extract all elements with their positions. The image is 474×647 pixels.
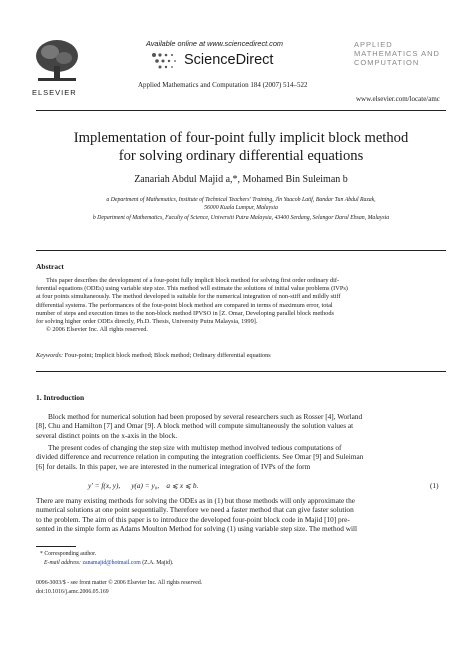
intro-line: to the problem. The aim of this paper is to introduce the developed four-point block code in Majid [10] pre-: [36, 514, 350, 524]
footnote-email: [44, 560, 173, 566]
equation-number: (1): [430, 481, 439, 490]
journal-logo-text: APPLIED MATHEMATICS AND COMPUTATION: [354, 40, 440, 67]
affiliation-a: [36, 196, 446, 212]
abstract-body: [36, 277, 446, 334]
article-title: [36, 129, 446, 165]
intro-line: sented in the simple form as Adams Moulton Method for solving (1) using variable step size. The method will: [36, 523, 358, 533]
sciencedirect-wordmark: ScienceDirect: [184, 52, 274, 68]
authors: Zanariah Abdul Majid a,*, Mohamed Bin Suleiman b: [134, 174, 348, 185]
keywords: [36, 352, 446, 360]
abstract-heading: Abstract: [36, 262, 64, 271]
footnote-rule: [36, 546, 76, 547]
section-heading: 1. Introduction: [36, 393, 85, 402]
journal-citation: Applied Mathematics and Computation 184 (2007) 514–522: [138, 81, 308, 89]
abstract-line: differential systems. The performances of the four-point block method are compared in terms of maximum error, total: [36, 301, 333, 309]
abstract-line: for solving higher order ODEs directly, Ph.D. Thesis, University Putra Malaysia, 1999].: [36, 318, 258, 326]
abstract-line: © 2006 Elsevier Inc. All rights reserved.: [46, 326, 149, 334]
email-link[interactable]: zanamajid@hotmail.com: [82, 560, 141, 566]
abstract-line: number of steps and execution times to the non-block method IPVSO in [Z. Omar, Developing parallel block methods: [36, 309, 334, 317]
affiliation-a-line1: a Department of Mathematics, Institute of Technical Teachers' Training, Jln Yaacob Latif, Bandar Tun Abdul Razak,: [106, 197, 376, 203]
doi-line[interactable]: doi:10.1016/j.amc.2006.05.169: [36, 589, 109, 595]
keywords-text: Four-point; Implicit block method; Block method; Ordinary differential equations: [64, 352, 271, 359]
intro-line: Block method for numerical solution had been proposed by several researchers such as Rosser [4], Worland: [48, 412, 363, 421]
intro-paragraph-3: [36, 496, 446, 533]
abstract-line: ferential equations (ODEs) using variable step size. This method will estimate the solutions of initial value problems (IVPs): [36, 285, 348, 293]
equation-1: y′ = f(x, y), y(a) = y₀, a ⩽ x ⩽ b.: [88, 481, 199, 490]
elsevier-tree-icon: [32, 36, 82, 88]
header-rule: [36, 110, 446, 111]
affiliation-b: b Department of Mathematics, Faculty of Science, Universiti Putra Malaysia, 43400 Serdang, Selangor Darul Ehsan, Malaysia: [92, 215, 390, 221]
abstract-top-rule: [36, 250, 446, 251]
intro-paragraph-1: [36, 412, 446, 440]
elsevier-logo[interactable]: [32, 36, 82, 88]
intro-line: [6] for details. In this paper, we are interested in the numerical integration of IVPs of the form: [36, 461, 311, 471]
journal-url[interactable]: www.elsevier.com/locate/amc: [356, 95, 440, 103]
elsevier-wordmark: ELSEVIER: [32, 88, 77, 97]
affiliation-a-line2: 56000 Kuala Lumpur, Malaysia: [204, 205, 278, 211]
title-line-1: Implementation of four-point fully implicit block method: [73, 130, 409, 146]
email-label: E-mail address:: [44, 560, 81, 566]
intro-line: divided difference and recurrence relation in computing the integration coefficients. See Omar [9] and Suleiman: [36, 452, 364, 462]
sciencedirect-logo[interactable]: [150, 50, 310, 72]
intro-line: There are many existing methods for solving the ODEs as in (1) but those methods will only approximate the: [36, 496, 355, 505]
issn-line: 0096-3003/$ - see front matter © 2006 Elsevier Inc. All rights reserved.: [36, 580, 203, 586]
email-suffix: (Z.A. Majid).: [142, 560, 174, 566]
abstract-line: This paper describes the development of a four-point fully implicit block method for solving first order ordinary dif-: [46, 277, 340, 284]
intro-line: The present codes of changing the step size with multistep method involved tedious computations of: [48, 443, 342, 452]
abstract-bottom-rule: [36, 371, 446, 372]
intro-line: several distinct points on the x-axis in the block.: [36, 430, 178, 440]
intro-line: numerical solutions at one point sequentially. Therefore we need a faster method that can give faster solution: [36, 505, 354, 515]
available-online-text[interactable]: Available online at www.sciencedirect.com: [146, 39, 283, 48]
intro-line: [8], Chu and Hamilton [7] and Omar [9]. A block method will compute simultaneously the solution values at: [36, 421, 354, 431]
abstract-line: at four points simultaneously. The method developed is suitable for the numerical integration of non-stiff and mildly stiff: [36, 293, 341, 301]
journal-logo[interactable]: [354, 40, 444, 88]
intro-paragraph-2: [36, 443, 446, 471]
title-line-2: for solving ordinary differential equations: [118, 148, 364, 164]
keywords-label: Keywords:: [36, 352, 64, 359]
footnote-corresponding: * Corresponding author.: [40, 551, 97, 557]
